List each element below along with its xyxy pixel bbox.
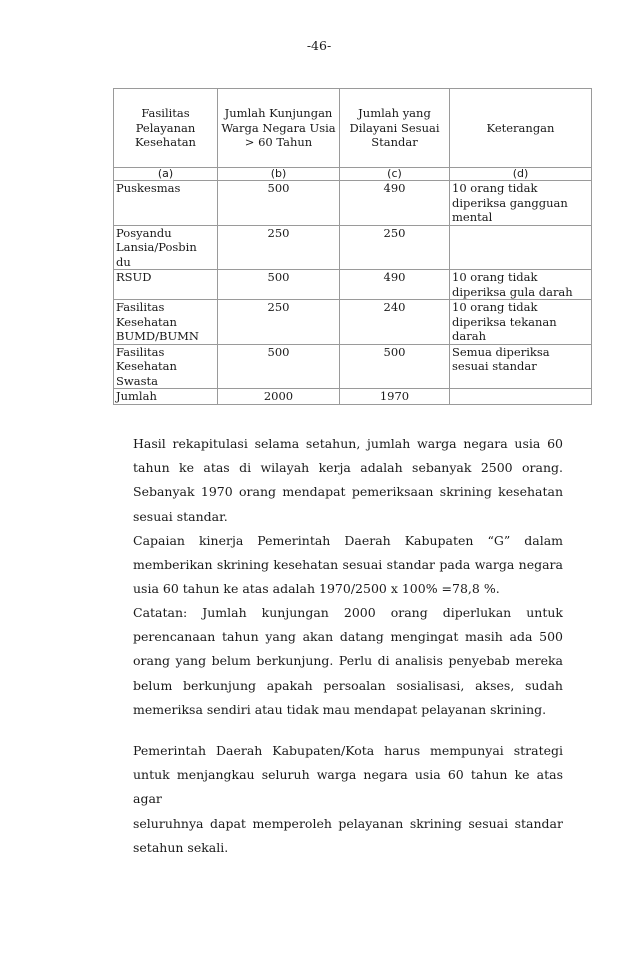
paragraph-line: memberikan skrining kesehatan sesuai standar pada warga negara bbox=[133, 557, 563, 573]
served-cell: 500 bbox=[340, 344, 450, 389]
service-table bbox=[113, 88, 592, 405]
paragraph-line: Capaian kinerja Pemerintah Daerah Kabupaten “G” dalam bbox=[133, 532, 563, 548]
total-served: 1970 bbox=[340, 389, 450, 405]
table-row bbox=[114, 225, 592, 270]
visits-cell: 500 bbox=[218, 181, 340, 226]
paragraph-line: Pemerintah Daerah Kabupaten/Kota harus mempunyai strategi bbox=[133, 743, 563, 758]
total-row bbox=[114, 389, 592, 405]
note-cell bbox=[450, 225, 592, 270]
paragraph-note bbox=[133, 601, 563, 722]
note-cell: Semua diperiksa sesuai standar bbox=[450, 344, 592, 389]
paragraph-line: setahun sekali. bbox=[133, 839, 229, 855]
paragraph-line: Sebanyak 1970 orang mendapat pemeriksaan skrining kesehatan bbox=[133, 484, 563, 500]
table-row bbox=[114, 344, 592, 389]
header-notes: Keterangan bbox=[450, 89, 592, 168]
header-facility: Fasilitas Pelayanan Kesehatan bbox=[114, 89, 218, 168]
paragraph-strategy bbox=[133, 739, 563, 860]
total-visits: 2000 bbox=[218, 389, 340, 405]
note-cell: 10 orang tidak diperiksa gangguan mental bbox=[450, 181, 592, 226]
note-cell: 10 orang tidak diperiksa gula darah bbox=[450, 270, 592, 300]
paragraph-summary bbox=[133, 432, 563, 601]
facility-cell: RSUD bbox=[114, 270, 218, 300]
visits-cell: 250 bbox=[218, 300, 340, 345]
paragraph-line: seluruhnya dapat memperoleh pelayanan skrining sesuai standar bbox=[133, 815, 563, 831]
note-cell: 10 orang tidak diperiksa tekanan darah bbox=[450, 300, 592, 345]
column-letter: (a) bbox=[114, 168, 218, 181]
paragraph-line: untuk menjangkau seluruh warga negara usia 60 tahun ke atas agar bbox=[133, 767, 563, 807]
page-number: -46- bbox=[306, 38, 332, 53]
served-cell: 240 bbox=[340, 300, 450, 345]
visits-cell: 500 bbox=[218, 344, 340, 389]
visits-cell: 250 bbox=[218, 225, 340, 270]
header-served: Jumlah yang Dilayani Sesuai Standar bbox=[340, 89, 450, 168]
paragraph-line: sesuai standar. bbox=[133, 508, 228, 524]
served-cell: 490 bbox=[340, 181, 450, 226]
paragraph-line: orang yang belum berkunjung. Perlu di analisis penyebab mereka bbox=[133, 653, 563, 669]
paragraph-line: usia 60 tahun ke atas adalah 1970/2500 x 100% =78,8 %. bbox=[133, 581, 500, 597]
table-row bbox=[114, 270, 592, 300]
facility-cell: Fasilitas Kesehatan Swasta bbox=[114, 344, 218, 389]
paragraph-line: memeriksa sendiri atau tidak mau mendapat pelayanan skrining. bbox=[133, 701, 547, 717]
facility-cell: Puskesmas bbox=[114, 181, 218, 226]
header-visits: Jumlah Kunjungan Warga Negara Usia > 60 Tahun bbox=[218, 89, 340, 168]
total-label: Jumlah bbox=[114, 389, 218, 405]
table-row bbox=[114, 300, 592, 345]
paragraph-line: Catatan: Jumlah kunjungan 2000 orang diperlukan untuk bbox=[133, 605, 563, 620]
served-cell: 490 bbox=[340, 270, 450, 300]
column-letter-row bbox=[114, 168, 592, 181]
paragraph-line: belum berkunjung apakah persoalan sosialisasi, akses, sudah bbox=[133, 677, 563, 693]
column-letter: (b) bbox=[218, 168, 340, 181]
paragraph-line: perencanaan tahun yang akan datang mengingat masih ada 500 bbox=[133, 629, 563, 645]
facility-cell: Fasilitas Kesehatan BUMD/BUMN bbox=[114, 300, 218, 345]
table-header-row bbox=[114, 89, 592, 168]
paragraph-line: Hasil rekapitulasi selama setahun, jumlah warga negara usia 60 bbox=[133, 436, 563, 451]
table-row bbox=[114, 181, 592, 226]
served-cell: 250 bbox=[340, 225, 450, 270]
column-letter: (c) bbox=[340, 168, 450, 181]
column-letter: (d) bbox=[450, 168, 592, 181]
total-note bbox=[450, 389, 592, 405]
paragraph-line: tahun ke atas di wilayah kerja adalah sebanyak 2500 orang. bbox=[133, 460, 563, 476]
visits-cell: 500 bbox=[218, 270, 340, 300]
facility-cell: Posyandu Lansia/Posbin du bbox=[114, 225, 218, 270]
